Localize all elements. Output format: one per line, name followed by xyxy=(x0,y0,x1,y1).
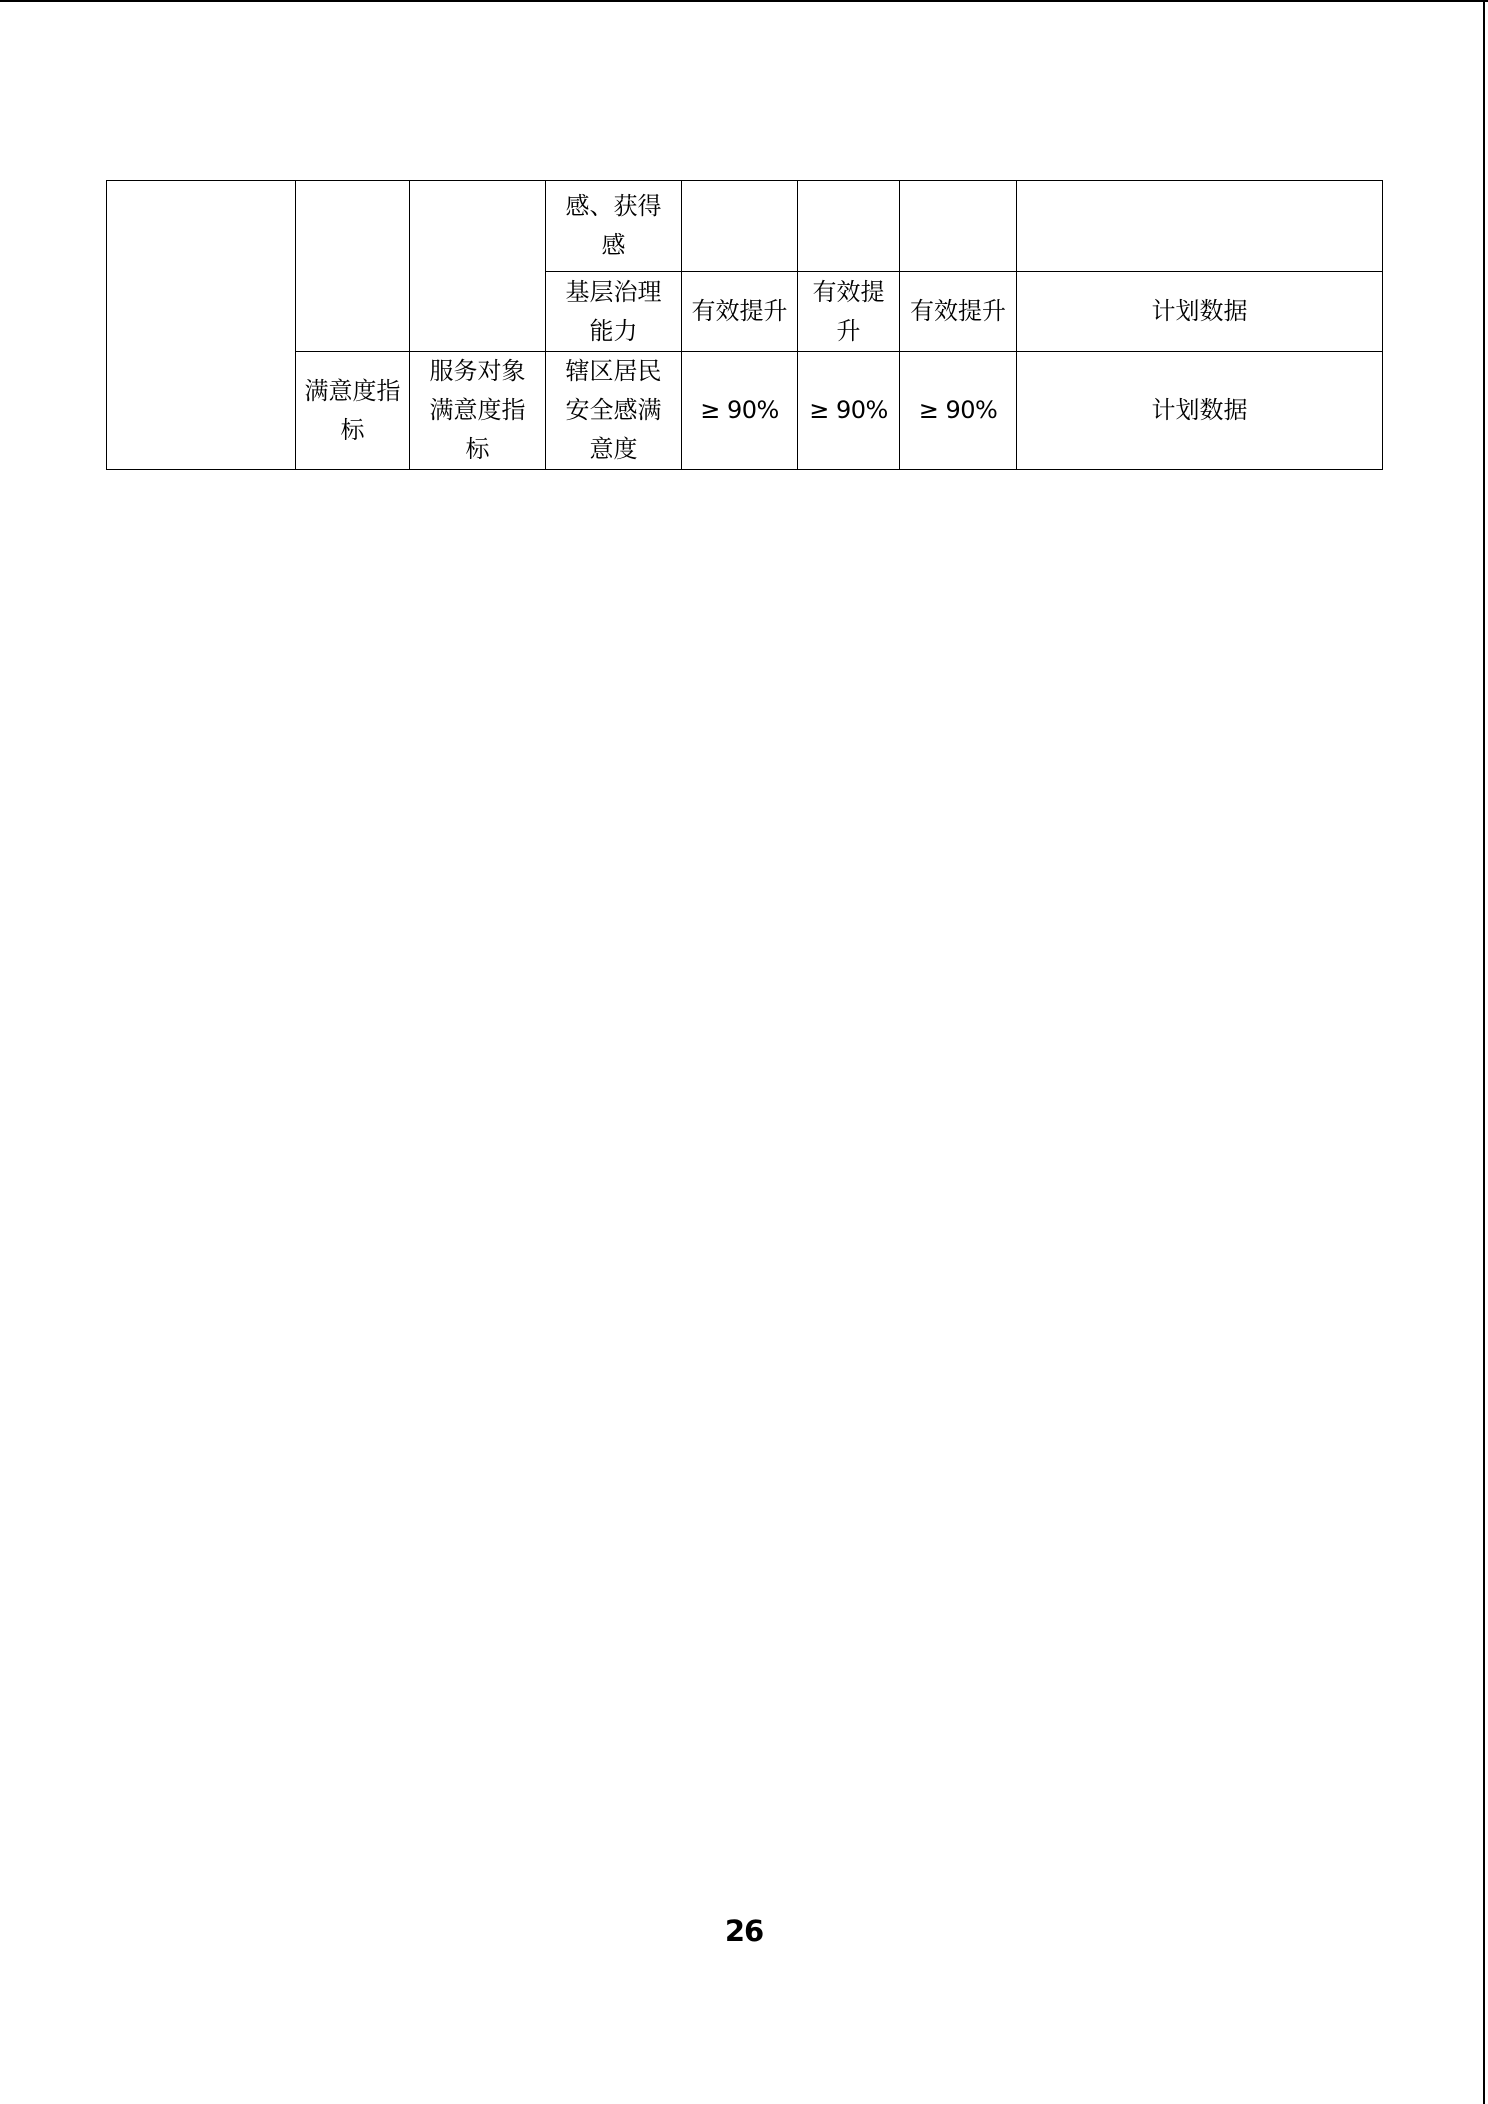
target-1-cell: 有效提升 xyxy=(682,272,798,352)
level2-indicator-cell: 满意度指标 xyxy=(296,352,410,470)
target-2-cell: ≥ 90% xyxy=(798,352,900,470)
level3-indicator-cell: 服务对象满意度指标 xyxy=(410,352,546,470)
level3-cell-empty xyxy=(410,181,546,352)
target-1-cell xyxy=(682,181,798,272)
indicator-name-cell: 辖区居民安全感满意度 xyxy=(546,352,682,470)
data-source-cell: 计划数据 xyxy=(1017,272,1383,352)
page-number: 26 xyxy=(724,1914,764,1948)
target-3-cell xyxy=(900,181,1017,272)
indicator-name-cell: 基层治理能力 xyxy=(546,272,682,352)
target-1-cell: ≥ 90% xyxy=(682,352,798,470)
table-row xyxy=(107,181,1383,272)
table-row xyxy=(107,352,1383,470)
target-2-cell xyxy=(798,181,900,272)
page-border-top xyxy=(0,0,1488,2)
indicator-name-cell: 感、获得感 xyxy=(546,181,682,272)
target-2-cell: 有效提升 xyxy=(798,272,900,352)
target-3-cell: 有效提升 xyxy=(900,272,1017,352)
data-source-cell: 计划数据 xyxy=(1017,352,1383,470)
target-3-cell: ≥ 90% xyxy=(900,352,1017,470)
page-border-right xyxy=(1483,0,1485,2104)
performance-indicator-table xyxy=(106,180,1383,470)
data-source-cell xyxy=(1017,181,1383,272)
level2-cell-empty xyxy=(296,181,410,352)
level1-cell-empty xyxy=(107,181,296,470)
